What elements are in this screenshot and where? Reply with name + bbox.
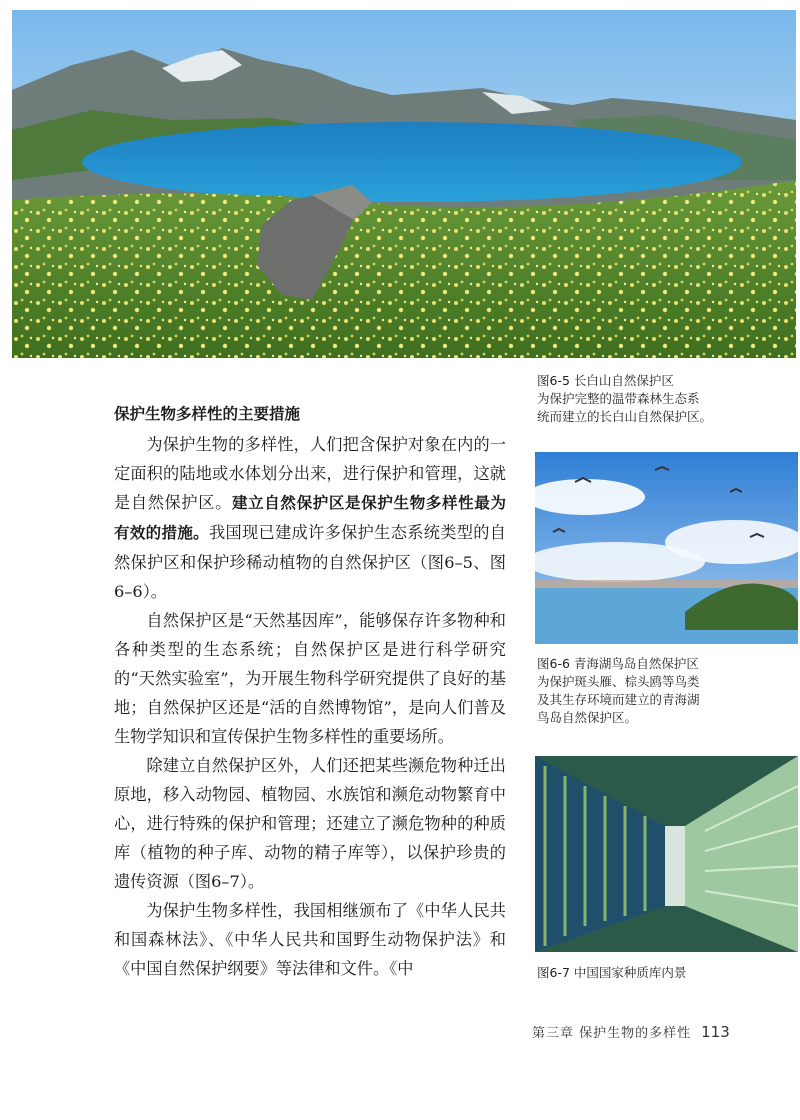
qinghai-bird-island-photo (535, 452, 798, 644)
bird-island-illustration (535, 452, 798, 644)
figure-6-7-title: 图6-7 中国国家种质库内景 (537, 965, 687, 980)
paragraph-text: 除建立自然保护区外，人们还把某些濒危物种迁出原地，移入动物园、植物园、水族馆和濒危动物繁育中心，进行特殊的保护和管理；还建立了濒危物种的种质库（植物的种子库、动物的精子库等），以保护珍贵的遗传资源（图6–7）。 (114, 756, 506, 891)
paragraph-text: 自然保护区是“天然基因库”，能够保存许多物种和各种类型的生态系统；自然保护区是进行科学研究的“天然实验室”，为开展生物科学研究提供了良好的基地；自然保护区还是“活的自然博物馆”，是向人们普及生物学知识和宣传保护生物多样性的重要场所。 (114, 611, 506, 746)
figure-6-6-caption (537, 655, 787, 727)
figure-6-5-title: 图6-5 长白山自然保护区 (537, 373, 674, 388)
section-heading: 保护生物多样性的主要措施 (114, 405, 301, 423)
paragraph (114, 430, 506, 606)
paragraph-text: 为保护生物的多样性，人们把含保护对象在内的一定面积的陆地或水体划分出来，进行保护和管理，这就是自然保护区。 (114, 435, 506, 512)
figure-6-5-desc-line: 为保护完整的温带森林生态系 (537, 391, 700, 406)
paragraph-text: 我国现已建成许多保护生态系统类型的自然保护区和保护珍稀动植物的自然保护区（图6–5、图6–6）。 (114, 523, 506, 601)
changbaishan-illustration (12, 10, 796, 358)
figure-6-6-desc-line: 鸟岛自然保护区。 (537, 710, 638, 725)
paragraph-text: 为保护生物多样性，我国相继颁布了《中华人民共和国森林法》、《中华人民共和国野生动物保护法》和《中国自然保护纲要》等法律和文件。《中 (114, 901, 506, 978)
changbaishan-photo (12, 10, 796, 358)
figure-6-5-caption (537, 372, 787, 426)
figure-6-6-title: 图6-6 青海湖鸟岛自然保护区 (537, 656, 699, 671)
paragraph (114, 751, 506, 896)
chapter-title: 第三章 保护生物的多样性 (532, 1026, 692, 1041)
figure-6-7-caption (537, 964, 787, 982)
bold-emphasis: 建立自然保护区是保护生物多样性最为有效的措施。 (114, 494, 506, 542)
germplasm-bank-photo (535, 756, 798, 952)
paragraph (114, 896, 506, 983)
germplasm-bank-illustration (535, 756, 798, 952)
paragraph (114, 606, 506, 751)
page-footer (532, 1022, 730, 1044)
figure-6-6-desc-line: 为保护斑头雁、棕头鸥等鸟类 (537, 674, 700, 689)
figure-6-6-desc-line: 及其生存环境而建立的青海湖 (537, 692, 700, 707)
figure-6-5-desc-line: 统而建立的长白山自然保护区。 (537, 409, 713, 424)
page-number: 113 (701, 1023, 730, 1041)
main-text-column (114, 400, 506, 983)
